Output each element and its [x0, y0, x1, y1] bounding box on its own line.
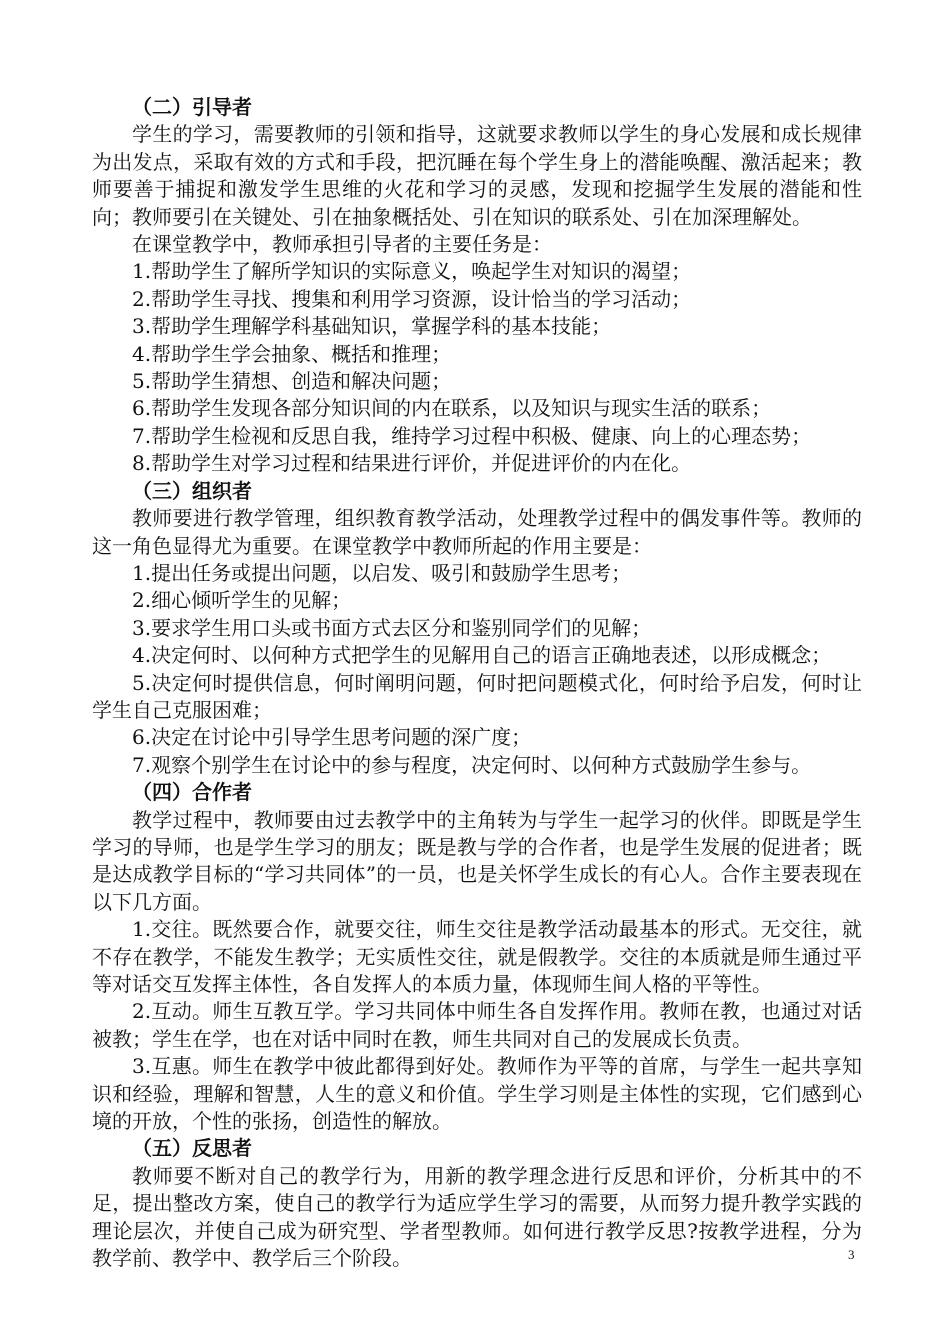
list-item: 3.帮助学生理解学科基础知识，掌握学科的基本技能；: [132, 314, 612, 339]
list-item: 7.帮助学生检视和反思自我，维持学习过程中积极、健康、向上的心理态势；: [132, 423, 812, 448]
section-heading: （四）合作者: [132, 780, 252, 805]
paragraph: 教学过程中，教师要由过去教学中的主角转为与学生一起学习的伙伴。即既是学生学习的导师，也是学生学习的朋友；既是教与学的合作者，也是学生发展的促进者；既是达成教学目标的“学习共同体”的一员，也是关怀学生成长的有心人。合作主要表现在以下几方面。: [92, 807, 862, 914]
list-item: 5.帮助学生猜想、创造和解决问题；: [132, 369, 452, 394]
paragraph: 教师要不断对自己的教学行为，用新的教学理念进行反思和评价，分析其中的不足，提出整改方案，使自己的教学行为适应学生学习的需要，从而努力提升教学实践的理论层次，并使自己成为研究型、学者型教师。如何进行教学反思?按教学进程，分为教学前、教学中、教学后三个阶段。: [92, 1163, 862, 1271]
list-item: 1.提出任务或提出问题，以启发、吸引和鼓励学生思考；: [132, 560, 632, 585]
list-item: 6.决定在讨论中引导学生思考问题的深广度；: [132, 725, 532, 750]
list-item: 4.决定何时、以何种方式把学生的见解用自己的语言正确地表述，以形成概念；: [132, 643, 832, 668]
list-item: 5.决定何时提供信息，何时阐明问题，何时把问题模式化，何时给予启发，何时让学生自己克服困难；: [92, 670, 862, 722]
list-item: 8.帮助学生对学习过程和结果进行评价，并促进评价的内在化。: [132, 451, 692, 476]
section-heading: （三）组织者: [132, 478, 252, 503]
paragraph: 学生的学习，需要教师的引领和指导，这就要求教师以学生的身心发展和成长规律为出发点，采取有效的方式和手段，把沉睡在每个学生身上的潜能唤醒、激活起来；教师要善于捕捉和激发学生思维的火花和学习的灵感，发现和挖掘学生发展的潜能和性向；教师要引在关键处、引在抽象概括处、引在知识的联系处、引在加深理解处。: [92, 122, 862, 229]
list-item: 2.互动。师生互教互学。学习共同体中师生各自发挥作用。教师在教，也通过对话被教；学生在学，也在对话中同时在教，师生共同对自己的发展成长负责。: [92, 999, 862, 1051]
section-heading: （二）引导者: [132, 95, 252, 119]
paragraph: 在课堂教学中，教师承担引导者的主要任务是：: [132, 232, 552, 257]
list-item: 3.要求学生用口头或书面方式去区分和鉴别同学们的见解；: [132, 615, 652, 640]
list-item: 4.帮助学生学会抽象、概括和推理；: [132, 341, 452, 366]
list-item: 6.帮助学生发现各部分知识间的内在联系，以及知识与现实生活的联系；: [132, 396, 772, 421]
list-item: 2.细心倾听学生的见解；: [132, 588, 352, 613]
list-item: 7.观察个别学生在讨论中的参与程度，决定何时、以何种方式鼓励学生参与。: [132, 752, 812, 777]
list-item: 1.交往。既然要合作，就要交往，师生交往是教学活动最基本的形式。无交往，就不存在教学，不能发生教学；无实质性交往，就是假教学。交往的本质就是师生通过平等对话交互发挥主体性，各自发挥人的本质力量，体现师生间人格的平等性。: [92, 917, 862, 996]
page-number: 3: [848, 1247, 855, 1262]
document-body: [92, 94, 862, 1272]
section-heading: （五）反思者: [132, 1136, 252, 1161]
list-item: 1.帮助学生了解所学知识的实际意义，唤起学生对知识的渴望；: [132, 259, 692, 284]
list-item: 3.互惠。师生在教学中彼此都得到好处。教师作为平等的首席，与学生一起共享知识和经验，理解和智慧，人生的意义和价值。学生学习则是主体性的实现，它们感到心境的开放，个性的张扬，创造性的解放。: [92, 1054, 862, 1134]
paragraph: 教师要进行教学管理，组织教育教学活动，处理教学过程中的偶发事件等。教师的这一角色显得尤为重要。在课堂教学中教师所起的作用主要是：: [92, 506, 862, 558]
list-item: 2.帮助学生寻找、搜集和利用学习资源，设计恰当的学习活动；: [132, 286, 692, 311]
